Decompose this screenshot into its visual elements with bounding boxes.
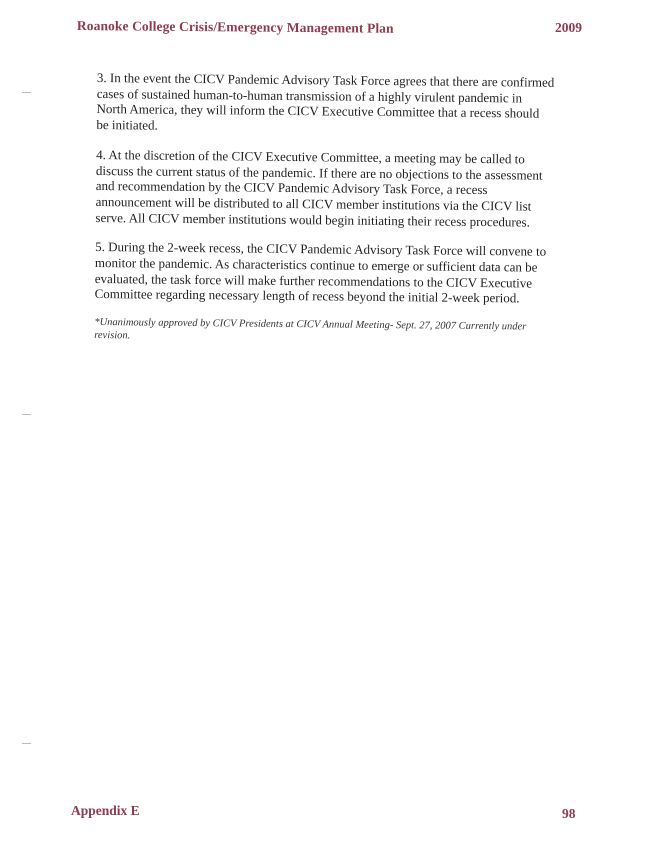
paragraph-4: 4. At the discretion of the CICV Executive Committee, a meeting may be called to discuss the current status of the pandemic. If there are no objections to the assessment and recommendation by the CICV Pandemic Advisory Task Force, a recess announcement will be distributed to all CICV member institutions via the CICV list serve. All CICV member institutions would begin initiating their recess procedures. <box>95 146 543 230</box>
document-header-year: 2009 <box>555 20 582 35</box>
scan-margin-mark <box>22 92 31 93</box>
appendix-label: Appendix E <box>71 803 140 818</box>
document-body <box>94 70 555 347</box>
paragraph-3: 3. In the event the CICV Pandemic Advisory Task Force agrees that there are confirmed cases of sustained human-to-human transmission of a highly virulent pandemic in North America, they will inform the CICV Executive Committee that a recess should be initiated. <box>96 70 555 133</box>
page-number: 98 <box>562 806 576 821</box>
document-header-title: Roanoke College Crisis/Emergency Management Plan <box>76 18 394 36</box>
paragraph-5: 5. During the 2-week recess, the CICV Pandemic Advisory Task Force will convene to monitor the pandemic. As characteristics continue to emerge or sufficient data can be evaluated, the task force will make further recommendations to the CICV Executive Committee regarding necessary length of recess beyond the initial 2-week period. <box>94 239 547 306</box>
scan-margin-mark <box>22 414 31 415</box>
scan-margin-mark <box>22 743 31 744</box>
footnote: *Unanimously approved by CICV Presidents at CICV Annual Meeting- Sept. 27, 2007 Currently under revision. <box>94 317 527 342</box>
